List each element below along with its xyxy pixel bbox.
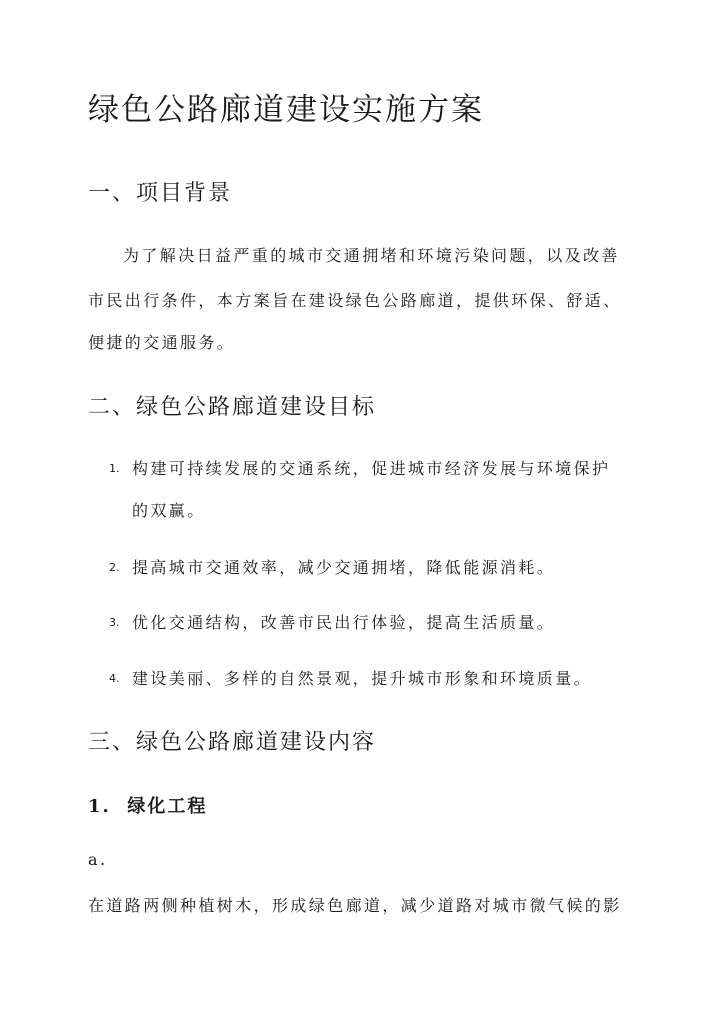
goal-item-3-line-1: 优化交通结构，改善市民出行体验，提高生活质量。	[132, 613, 556, 632]
background-paragraph-line-3: 便捷的交通服务。	[88, 333, 236, 352]
goal-item-1-line-2: 的双赢。	[132, 501, 206, 520]
goal-item-1-number: 1.	[109, 462, 120, 475]
goal-item-3-number: 3.	[109, 616, 120, 629]
goal-item-4-line-1: 建设美丽、多样的自然景观，提升城市形象和环境质量。	[132, 669, 593, 688]
subsection-heading-greening: 1. 绿化工程	[88, 796, 208, 817]
background-paragraph-line-1: 为了解决日益严重的城市交通拥堵和环境污染问题，以及改善	[123, 246, 620, 265]
goal-item-2-line-1: 提高城市交通效率，减少交通拥堵，降低能源消耗。	[132, 558, 556, 577]
greening-paragraph-line-1: 在道路两侧种植树木，形成绿色廊道，减少道路对城市微气候的影	[88, 896, 622, 915]
document-title: 绿色公路廊道建设实施方案	[88, 92, 484, 128]
list-marker-a: a.	[88, 850, 108, 869]
goal-item-2-number: 2.	[109, 561, 120, 574]
background-paragraph-line-2: 市民出行条件，本方案旨在建设绿色公路廊道，提供环保、舒适、	[88, 291, 622, 310]
goal-item-4-number: 4.	[109, 672, 120, 685]
section-heading-background: 一、项目背景	[88, 181, 233, 206]
section-heading-content: 三、绿色公路廊道建设内容	[88, 730, 377, 755]
goal-item-1-line-1: 构建可持续发展的交通系统，促进城市经济发展与环境保护	[132, 459, 611, 478]
section-heading-goals: 二、绿色公路廊道建设目标	[88, 395, 377, 420]
